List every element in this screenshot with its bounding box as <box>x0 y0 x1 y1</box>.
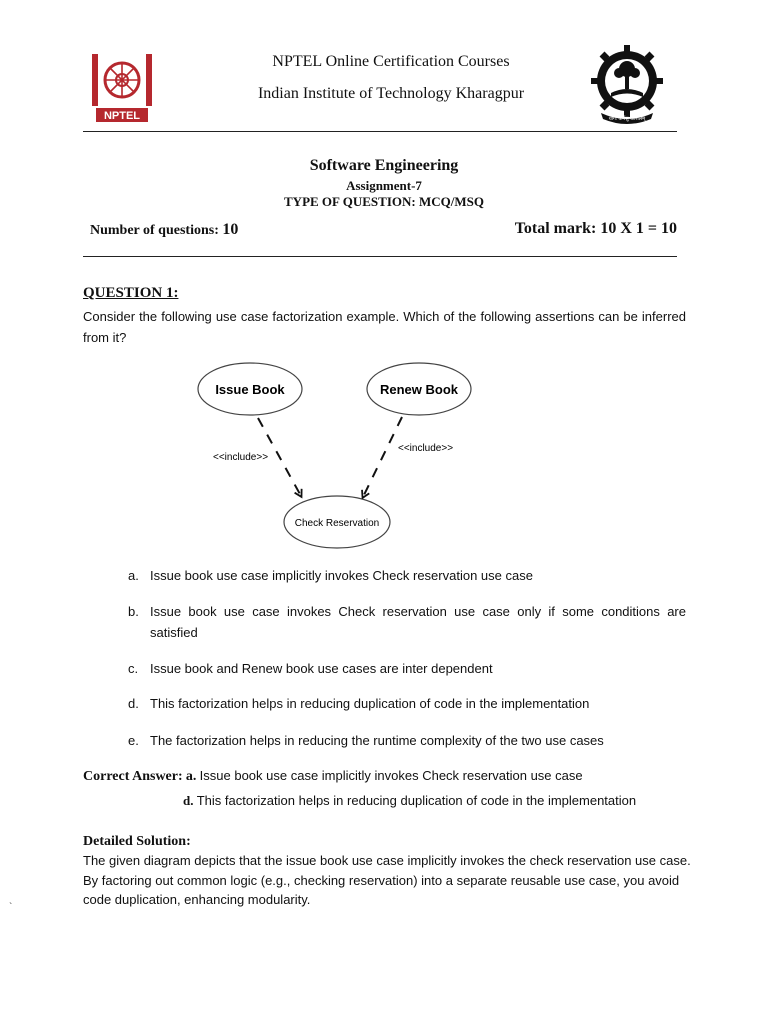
correct-answer-a-label: a. <box>185 769 197 784</box>
option-label: a. <box>128 568 139 583</box>
option-d <box>128 693 686 714</box>
include-label-right: <<include>> <box>398 443 454 454</box>
issue-book-label: Issue Book <box>215 382 285 397</box>
option-text: This factorization helps in reducing duplication of code in the implementation <box>150 696 590 711</box>
question-type: TYPE OF QUESTION: MCQ/MSQ <box>284 194 484 209</box>
header-divider <box>83 131 677 132</box>
header-institute: Indian Institute of Technology Kharagpur <box>257 85 525 102</box>
seal-motto: योगः कर्मसु कौशलम् <box>608 116 646 122</box>
number-of-questions-label: Number of questions: <box>90 223 219 238</box>
iit-kharagpur-seal <box>591 43 663 125</box>
option-text: Issue book and Renew book use cases are inter dependent <box>150 661 493 676</box>
solution-text: The given diagram depicts that the issue book use case implicitly invokes the check reservation use case. By factoring out common logic (e.g., checking reservation) into a separate reusable use case, you avoid code duplication, enhancing modularity. <box>83 853 691 907</box>
option-a <box>128 565 686 586</box>
option-c <box>128 658 686 679</box>
solution-heading: Detailed Solution: <box>83 834 191 849</box>
option-text: Issue book use case implicitly invokes Check reservation use case <box>150 568 533 583</box>
option-label: e. <box>128 733 139 748</box>
assignment-label: Assignment-7 <box>346 178 422 193</box>
option-label: b. <box>128 604 139 619</box>
question-text: Consider the following use case factorization example. Which of the following assertions can be inferred from it? <box>83 309 686 345</box>
renew-book-label: Renew Book <box>379 382 459 397</box>
include-label-left: <<include>> <box>213 452 269 463</box>
stray-mark: ` <box>9 902 13 913</box>
correct-answer-d-text: This factorization helps in reducing duplication of code in the implementation <box>196 793 637 808</box>
correct-answer-d-label: d. <box>183 793 194 808</box>
nptel-logo-text: NPTEL <box>103 110 141 122</box>
correct-answer-a-text: Issue book use case implicitly invokes Check reservation use case <box>199 768 583 783</box>
correct-answer <box>83 765 583 787</box>
course-title: Software Engineering <box>309 157 459 174</box>
header-title: NPTEL Online Certification Courses <box>272 53 510 70</box>
meta-divider <box>83 256 677 257</box>
number-of-questions <box>90 221 238 239</box>
include-edge-right <box>363 417 402 497</box>
use-case-diagram <box>195 360 475 552</box>
option-label: d. <box>128 696 139 711</box>
option-e <box>128 730 686 751</box>
correct-answer-label: Correct Answer: <box>83 769 183 784</box>
option-text: The factorization helps in reducing the runtime complexity of the two use cases <box>150 733 604 748</box>
check-reservation-label: Check Reservation <box>294 518 380 529</box>
question-heading: QUESTION 1: <box>83 285 179 301</box>
option-label: c. <box>128 661 139 676</box>
option-b <box>128 601 686 643</box>
option-text: Issue book use case invokes Check reservation use case only if some conditions are satisfied <box>150 604 686 640</box>
number-of-questions-value: 10 <box>222 221 239 238</box>
total-mark: Total mark: 10 X 1 = 10 <box>514 220 677 237</box>
correct-answer-second <box>183 790 636 811</box>
